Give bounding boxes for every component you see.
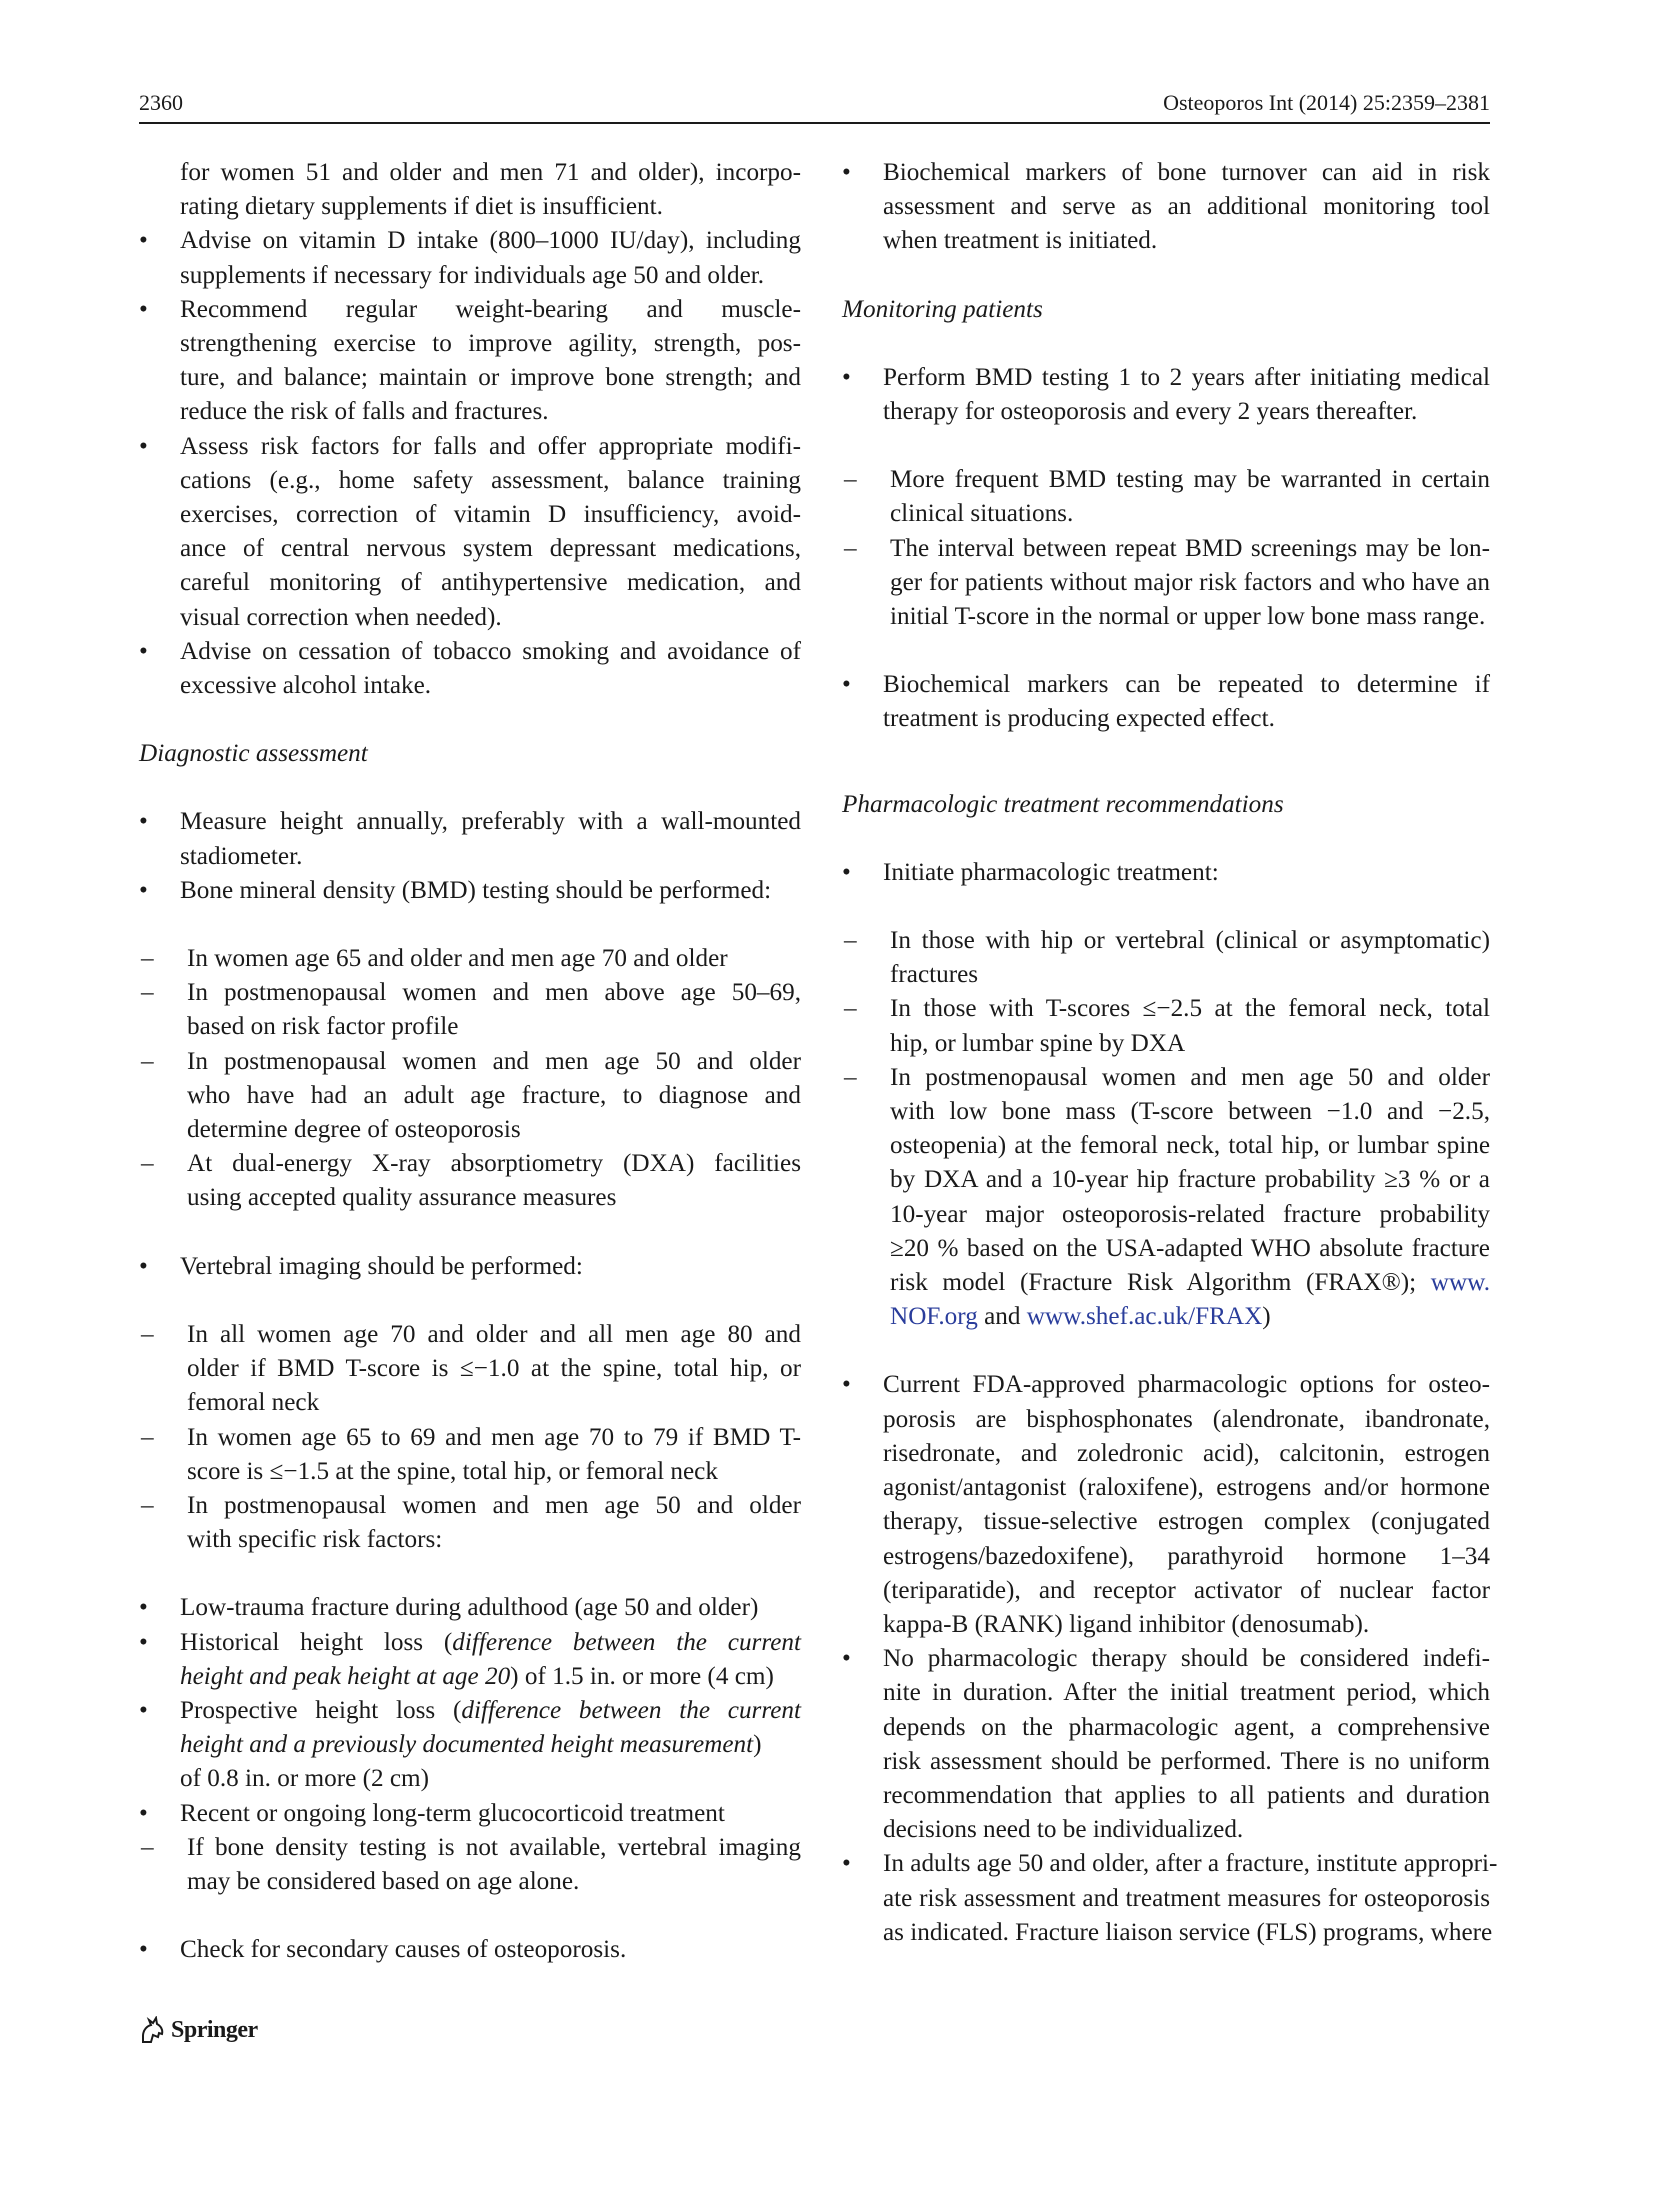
journal-reference: Osteoporos Int (2014) 25:2359–2381 [1163, 90, 1490, 115]
text-line [180, 1660, 801, 1694]
text-line: Perform BMD testing 1 to 2 years after initiating medical [883, 363, 1490, 391]
dash-marker: – [844, 927, 857, 955]
header-rule [139, 122, 1490, 124]
text-line: ≥20 % based on the USA-adapted WHO absolute fracture [890, 1234, 1490, 1262]
text-line: determine degree of osteoporosis [187, 1116, 521, 1144]
list-item [842, 361, 1490, 429]
text-line: decisions need to be individualized. [883, 1816, 1244, 1844]
dash-marker: – [141, 945, 154, 973]
text-line: treatment is producing expected effect. [883, 705, 1275, 733]
text-line: strengthening exercise to improve agility, strength, pos- [180, 330, 801, 358]
page-number: 2360 [139, 90, 183, 115]
text-line: Vertebral imaging should be performed: [180, 1252, 583, 1280]
list-item [139, 1933, 801, 1967]
list-item [139, 635, 801, 703]
text-line: nite in duration. After the initial treatment period, which [883, 1679, 1490, 1707]
dash-marker: – [141, 1047, 154, 1075]
text-line: visual correction when needed). [180, 603, 502, 631]
list-item [139, 805, 801, 873]
text-line: In postmenopausal women and men age 50 and older [187, 1047, 801, 1075]
nof-link[interactable]: NOF.org [890, 1303, 978, 1331]
text-line: risk assessment should be performed. There is no uniform [883, 1747, 1490, 1775]
text-line: If bone density testing is not available, vertebral imaging [187, 1833, 801, 1861]
list-item [139, 224, 801, 292]
section-heading: Pharmacologic treatment recommendations [842, 790, 1284, 818]
list-item [139, 1250, 801, 1284]
list-item [139, 1626, 801, 1694]
text-line: femoral neck [187, 1389, 320, 1417]
sub-list-item [842, 532, 1490, 635]
right-column [842, 156, 1498, 1950]
list-item [139, 293, 801, 430]
sub-list-item [139, 976, 801, 1044]
text-run: ) of 1.5 in. or more (4 cm) [510, 1662, 774, 1690]
text-line: In those with T-scores ≤−2.5 at the femoral neck, total [890, 995, 1490, 1023]
text-run: ) [1262, 1303, 1271, 1331]
text-line [180, 1728, 801, 1762]
text-line: In those with hip or vertebral (clinical or asymptomatic) [890, 927, 1490, 955]
dash-marker: – [141, 1320, 154, 1348]
dash-marker: – [141, 1491, 154, 1519]
text-line: with specific risk factors: [187, 1526, 443, 1554]
text-line: Recommend regular weight-bearing and muscle- [180, 295, 801, 323]
bullet-marker: • [139, 808, 148, 836]
list-item [139, 1591, 801, 1625]
text-line: (teriparatide), and receptor activator of nuclear factor [883, 1576, 1490, 1604]
dash-marker: – [141, 1423, 154, 1451]
text-run: Historical height loss ( [180, 1628, 453, 1656]
dash-marker: – [844, 466, 857, 494]
bullet-marker: • [842, 363, 851, 391]
text-line: of 0.8 in. or more (2 cm) [180, 1765, 430, 1793]
bullet-marker: • [842, 671, 851, 699]
text-line: porosis are bisphosphonates (alendronate, ibandronate, [883, 1405, 1490, 1433]
frax-link[interactable]: www.shef.ac.uk/FRAX [1026, 1303, 1263, 1331]
text-line: when treatment is initiated. [883, 227, 1158, 255]
italic-text: difference between the current [452, 1628, 801, 1656]
text-line: In women age 65 and older and men age 70 and older [187, 945, 728, 973]
text-line: may be considered based on age alone. [187, 1867, 580, 1895]
text-line: ance of central nervous system depressant medications, [180, 535, 801, 563]
section-heading: Diagnostic assessment [139, 740, 368, 768]
text-line [180, 1694, 801, 1728]
text-line: therapy for osteoporosis and every 2 years thereafter. [883, 398, 1418, 426]
bullet-marker: • [139, 227, 148, 255]
text-line: ture, and balance; maintain or improve bone strength; and [180, 364, 801, 392]
dash-marker: – [844, 995, 857, 1023]
text-line: reduce the risk of falls and fractures. [180, 398, 549, 426]
bullet-marker: • [842, 1645, 851, 1673]
text-line: Recent or ongoing long-term glucocorticoid treatment [180, 1799, 725, 1827]
list-item [842, 156, 1490, 259]
bullet-marker: • [842, 159, 851, 186]
left-column [139, 156, 801, 1967]
nof-link[interactable]: www. [1430, 1269, 1491, 1297]
italic-text: height and a previously documented height measurement [180, 1731, 754, 1759]
bullet-marker: • [842, 1371, 851, 1399]
dash-marker: – [844, 1063, 857, 1091]
text-line: excessive alcohol intake. [180, 672, 432, 700]
sub-list-item [842, 992, 1490, 1060]
sub-list-item [842, 463, 1490, 531]
text-run: Prospective height loss ( [180, 1696, 462, 1724]
list-item [842, 856, 1490, 890]
continued-list-item [139, 156, 801, 224]
bullet-marker: • [139, 1936, 148, 1964]
text-line: Assess risk factors for falls and offer appropriate modifi- [180, 432, 801, 460]
dash-marker: – [141, 979, 154, 1007]
text-line: In all women age 70 and older and all men age 80 and [187, 1320, 801, 1348]
text-line: stadiometer. [180, 842, 303, 870]
text-line: fractures [890, 961, 979, 989]
publisher-name: Springer [171, 2016, 258, 2043]
text-line: supplements if necessary for individuals age 50 and older. [180, 261, 765, 289]
text-line: No pharmacologic therapy should be considered indefi- [883, 1645, 1490, 1673]
springer-horse-icon [139, 2016, 165, 2044]
bullet-marker: • [139, 876, 148, 904]
text-line: rating dietary supplements if diet is insufficient. [180, 193, 663, 221]
text-line: In adults age 50 and older, after a fracture, institute appropri- [883, 1850, 1498, 1878]
text-line: therapy, tissue-selective estrogen complex (conjugated [883, 1508, 1490, 1536]
text-line: kappa-B (RANK) ligand inhibitor (denosumab). [883, 1610, 1370, 1638]
text-line: as indicated. Fracture liaison service (FLS) programs, where [883, 1918, 1493, 1946]
list-item [139, 874, 801, 908]
bullet-marker: • [139, 1594, 148, 1622]
list-item [842, 1642, 1490, 1847]
text-line: hip, or lumbar spine by DXA [890, 1029, 1186, 1057]
text-line: Biochemical markers of bone turnover can aid in risk [883, 159, 1490, 186]
text-line: with low bone mass (T-score between −1.0 and −2.5, [890, 1098, 1490, 1126]
text-line: recommendation that applies to all patients and duration [883, 1781, 1490, 1809]
list-item [139, 1797, 801, 1831]
text-line: Biochemical markers can be repeated to determine if [883, 671, 1490, 699]
bullet-marker: • [139, 295, 148, 323]
text-run: ) [753, 1731, 762, 1759]
bullet-marker: • [139, 432, 148, 460]
sub-list-item [139, 942, 801, 976]
text-line: Initiate pharmacologic treatment: [883, 858, 1219, 886]
list-item [842, 1368, 1490, 1642]
dash-marker: – [844, 534, 857, 562]
text-line: risedronate, and zoledronic acid), calcitonin, estrogen [883, 1439, 1490, 1467]
text-line: ger for patients without major risk factors and who have an [890, 568, 1490, 596]
list-item [139, 1694, 801, 1797]
text-line: ate risk assessment and treatment measures for osteoporosis [883, 1884, 1490, 1912]
text-line: score is ≤−1.5 at the spine, total hip, or femoral neck [187, 1457, 718, 1485]
text-line: assessment and serve as an additional monitoring tool [883, 193, 1490, 221]
text-line: based on risk factor profile [187, 1013, 459, 1041]
text-line [180, 1626, 801, 1660]
list-item [842, 668, 1490, 736]
text-line: careful monitoring of antihypertensive medication, and [180, 569, 801, 597]
text-line: In postmenopausal women and men age 50 and older [890, 1063, 1490, 1091]
text-line: clinical situations. [890, 500, 1074, 528]
dash-marker: – [141, 1150, 154, 1178]
text-line: osteopenia) at the femoral neck, total hip, or lumbar spine [890, 1132, 1490, 1160]
sub-list-item [139, 1489, 801, 1557]
bullet-marker: • [139, 1799, 148, 1827]
text-line: In postmenopausal women and men age 50 and older [187, 1491, 801, 1519]
sub-list-item [139, 1318, 801, 1421]
text-line: In women age 65 to 69 and men age 70 to 79 if BMD T- [187, 1423, 801, 1451]
bullet-marker: • [139, 1252, 148, 1280]
text-line: cations (e.g., home safety assessment, balance training [180, 466, 801, 494]
text-line: 10-year major osteoporosis-related fracture probability [890, 1200, 1490, 1228]
bullet-marker: • [842, 1850, 851, 1878]
text-line [890, 1266, 1490, 1300]
text-line: agonist/antagonist (raloxifene), estrogens and/or hormone [883, 1474, 1490, 1502]
text-line: Advise on cessation of tobacco smoking and avoidance of [180, 637, 801, 665]
text-line: using accepted quality assurance measures [187, 1184, 617, 1212]
sub-list-item [139, 1831, 801, 1899]
text-line: Measure height annually, preferably with a wall-mounted [180, 808, 801, 836]
text-line: older if BMD T-score is ≤−1.0 at the spine, total hip, or [187, 1355, 801, 1383]
text-line: Low-trauma fracture during adulthood (age 50 and older) [180, 1594, 759, 1622]
text-line: depends on the pharmacologic agent, a comprehensive [883, 1713, 1490, 1741]
text-line: for women 51 and older and men 71 and older), incorpo- [180, 159, 801, 186]
sub-list-item [139, 1421, 801, 1489]
text-line: estrogens/bazedoxifene), parathyroid hormone 1–34 [883, 1542, 1490, 1570]
text-line: by DXA and a 10-year hip fracture probability ≥3 % or a [890, 1166, 1490, 1194]
text-line: Bone mineral density (BMD) testing should be performed: [180, 876, 772, 904]
bullet-marker: • [842, 858, 851, 886]
text-run: risk model (Fracture Risk Algorithm (FRAX®); [890, 1269, 1417, 1297]
text-line: In postmenopausal women and men above age 50–69, [187, 979, 801, 1007]
text-line: initial T-score in the normal or upper low bone mass range. [890, 603, 1486, 631]
text-line [890, 1300, 1490, 1334]
italic-text: difference between the current [461, 1696, 801, 1724]
text-line: Check for secondary causes of osteoporosis. [180, 1936, 627, 1964]
sub-list-item [842, 924, 1490, 992]
list-item [842, 1847, 1498, 1950]
text-line: Current FDA-approved pharmacologic options for osteo- [883, 1371, 1490, 1399]
text-run: and [977, 1303, 1027, 1331]
bullet-marker: • [139, 1628, 148, 1656]
sub-list-item [139, 1147, 801, 1215]
sub-list-item [139, 1045, 801, 1148]
text-line: Advise on vitamin D intake (800–1000 IU/day), including [180, 227, 801, 255]
text-line: At dual-energy X-ray absorptiometry (DXA) facilities [187, 1150, 801, 1178]
text-line: who have had an adult age fracture, to diagnose and [187, 1081, 801, 1109]
sub-list-item [842, 1061, 1490, 1335]
bullet-marker: • [139, 637, 148, 665]
publisher-logo [139, 2016, 258, 2044]
text-line: The interval between repeat BMD screenings may be lon- [890, 534, 1490, 562]
bullet-marker: • [139, 1696, 148, 1724]
text-line: exercises, correction of vitamin D insufficiency, avoid- [180, 501, 801, 529]
section-heading: Monitoring patients [842, 295, 1043, 323]
dash-marker: – [141, 1833, 154, 1861]
italic-text: height and peak height at age 20 [180, 1662, 511, 1690]
list-item [139, 430, 801, 635]
text-line: More frequent BMD testing may be warranted in certain [890, 466, 1490, 494]
